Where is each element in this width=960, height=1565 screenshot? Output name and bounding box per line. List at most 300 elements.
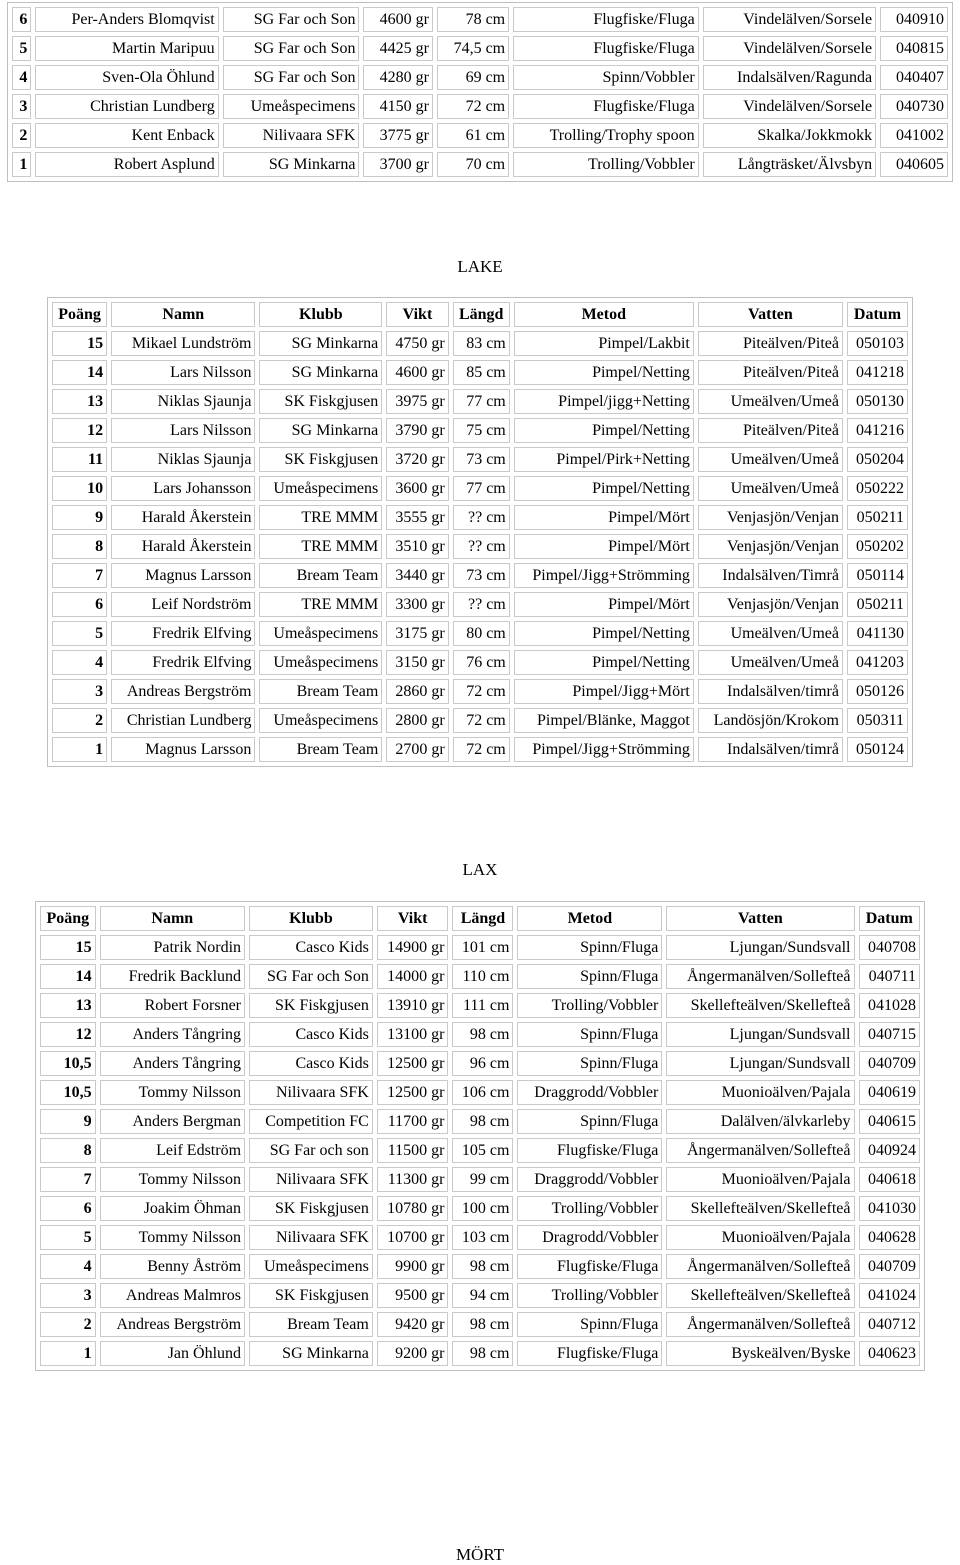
cell-weight: 13100 gr: [377, 1022, 449, 1047]
cell-weight: 2700 gr: [386, 737, 448, 762]
cell-points: 15: [52, 331, 107, 356]
table-row: [40, 964, 920, 989]
cell-date: 050103: [847, 331, 908, 356]
table-row: [52, 650, 908, 675]
cell-length: 73 cm: [453, 447, 510, 472]
cell-points: 3: [12, 94, 31, 119]
cell-method: Spinn/Fluga: [517, 1022, 662, 1047]
cell-name: Jan Öhlund: [100, 1341, 245, 1366]
cell-club: SG Minkarna: [259, 360, 382, 385]
cell-water: Muonioälven/Pajala: [666, 1225, 854, 1250]
cell-weight: 3300 gr: [386, 592, 448, 617]
cell-water: Vindelälven/Sorsele: [703, 7, 876, 32]
cell-points: 9: [52, 505, 107, 530]
cell-weight: 9420 gr: [377, 1312, 449, 1337]
cell-date: 040628: [859, 1225, 921, 1250]
cell-length: 72 cm: [453, 737, 510, 762]
cell-water: Piteälven/Piteå: [698, 360, 843, 385]
cell-date: 040715: [859, 1022, 921, 1047]
cell-method: Spinn/Fluga: [517, 1109, 662, 1134]
cell-water: Piteälven/Piteå: [698, 418, 843, 443]
table-row: [40, 935, 920, 960]
cell-weight: 11500 gr: [377, 1138, 449, 1163]
table-row: [52, 476, 908, 501]
cell-water: Indalsälven/Ragunda: [703, 65, 876, 90]
header-date: Datum: [859, 906, 921, 931]
table-row: [40, 1051, 920, 1076]
cell-length: 73 cm: [453, 563, 510, 588]
cell-length: 96 cm: [452, 1051, 513, 1076]
cell-club: Umeåspecimens: [259, 476, 382, 501]
table-row: [12, 7, 948, 32]
cell-name: Joakim Öhman: [100, 1196, 245, 1221]
cell-method: Flugfiske/Fluga: [517, 1341, 662, 1366]
lake-records-body: [52, 331, 908, 762]
cell-length: 77 cm: [453, 476, 510, 501]
header-method: Metod: [514, 302, 694, 327]
cell-weight: 2800 gr: [386, 708, 448, 733]
cell-date: 041030: [859, 1196, 921, 1221]
cell-length: 98 cm: [452, 1341, 513, 1366]
cell-name: Fredrik Elfving: [111, 621, 255, 646]
lake-header-row: [52, 302, 908, 327]
cell-points: 2: [52, 708, 107, 733]
header-weight: Vikt: [377, 906, 449, 931]
cell-points: 3: [40, 1283, 96, 1308]
cell-name: Harald Åkerstein: [111, 534, 255, 559]
cell-points: 2: [40, 1312, 96, 1337]
cell-name: Robert Asplund: [35, 152, 218, 177]
header-method: Metod: [517, 906, 662, 931]
cell-club: Casco Kids: [249, 935, 373, 960]
cell-date: 050126: [847, 679, 908, 704]
table-row: [40, 1167, 920, 1192]
cell-method: Flugfiske/Fluga: [517, 1254, 662, 1279]
cell-points: 12: [52, 418, 107, 443]
cell-points: 12: [40, 1022, 96, 1047]
cell-points: 4: [40, 1254, 96, 1279]
cell-length: ?? cm: [453, 505, 510, 530]
cell-name: Christian Lundberg: [111, 708, 255, 733]
table-row: [40, 1109, 920, 1134]
cell-club: SK Fiskgjusen: [249, 993, 373, 1018]
header-club: Klubb: [259, 302, 382, 327]
cell-method: Spinn/Fluga: [517, 1051, 662, 1076]
cell-name: Magnus Larsson: [111, 563, 255, 588]
cell-weight: 4750 gr: [386, 331, 448, 356]
cell-water: Umeälven/Umeå: [698, 650, 843, 675]
cell-club: SG Far och Son: [249, 964, 373, 989]
cell-points: 6: [40, 1196, 96, 1221]
cell-weight: 3150 gr: [386, 650, 448, 675]
header-name: Namn: [100, 906, 245, 931]
cell-date: 050202: [847, 534, 908, 559]
cell-date: 041203: [847, 650, 908, 675]
header-length: Längd: [452, 906, 513, 931]
cell-length: 98 cm: [452, 1022, 513, 1047]
cell-name: Kent Enback: [35, 123, 218, 148]
cell-name: Lars Nilsson: [111, 418, 255, 443]
cell-date: 041218: [847, 360, 908, 385]
cell-name: Magnus Larsson: [111, 737, 255, 762]
cell-points: 13: [52, 389, 107, 414]
cell-weight: 14000 gr: [377, 964, 449, 989]
cell-length: 106 cm: [452, 1080, 513, 1105]
cell-points: 6: [12, 7, 31, 32]
cell-name: Lars Nilsson: [111, 360, 255, 385]
cell-name: Leif Nordström: [111, 592, 255, 617]
cell-date: 040711: [859, 964, 921, 989]
cell-club: Umeåspecimens: [259, 650, 382, 675]
table-row: [52, 621, 908, 646]
cell-club: SK Fiskgjusen: [259, 389, 382, 414]
cell-water: Umeälven/Umeå: [698, 621, 843, 646]
cell-date: 040619: [859, 1080, 921, 1105]
table-row: [40, 1283, 920, 1308]
table-row: [52, 737, 908, 762]
table-row: [40, 1225, 920, 1250]
cell-weight: 11700 gr: [377, 1109, 449, 1134]
header-water: Vatten: [698, 302, 843, 327]
cell-date: 050204: [847, 447, 908, 472]
table-row: [52, 447, 908, 472]
cell-length: 75 cm: [453, 418, 510, 443]
table-row: [40, 1312, 920, 1337]
cell-weight: 12500 gr: [377, 1080, 449, 1105]
cell-weight: 4600 gr: [363, 7, 432, 32]
cell-method: Flugfiske/Fluga: [513, 36, 699, 61]
cell-name: Per-Anders Blomqvist: [35, 7, 218, 32]
table-row: [52, 331, 908, 356]
cell-name: Tommy Nilsson: [100, 1080, 245, 1105]
cell-length: 76 cm: [453, 650, 510, 675]
cell-points: 10,5: [40, 1051, 96, 1076]
cell-name: Andreas Bergström: [100, 1312, 245, 1337]
table-row: [12, 123, 948, 148]
cell-length: 70 cm: [437, 152, 509, 177]
cell-method: Pimpel/jigg+Netting: [514, 389, 694, 414]
cell-method: Flugfiske/Fluga: [517, 1138, 662, 1163]
header-date: Datum: [847, 302, 908, 327]
cell-water: Indalsälven/timrå: [698, 679, 843, 704]
cell-water: Venjasjön/Venjan: [698, 592, 843, 617]
cell-length: 98 cm: [452, 1312, 513, 1337]
cell-name: Benny Åström: [100, 1254, 245, 1279]
cell-length: 105 cm: [452, 1138, 513, 1163]
cell-points: 1: [40, 1341, 96, 1366]
cell-date: 040730: [880, 94, 948, 119]
lax-title: LAX: [462, 860, 498, 879]
cell-weight: 3700 gr: [363, 152, 432, 177]
lax-header-row: [40, 906, 920, 931]
cell-club: Competition FC: [249, 1109, 373, 1134]
cell-club: TRE MMM: [259, 592, 382, 617]
cell-club: SK Fiskgjusen: [249, 1283, 373, 1308]
cell-length: 99 cm: [452, 1167, 513, 1192]
cell-points: 10,5: [40, 1080, 96, 1105]
cell-club: Nilivaara SFK: [249, 1080, 373, 1105]
cell-club: Umeåspecimens: [223, 94, 360, 119]
cell-weight: 11300 gr: [377, 1167, 449, 1192]
table-row: [12, 152, 948, 177]
table-row: [12, 94, 948, 119]
cell-weight: 14900 gr: [377, 935, 449, 960]
cell-method: Dragrodd/Vobbler: [517, 1225, 662, 1250]
cell-name: Tommy Nilsson: [100, 1225, 245, 1250]
cell-points: 1: [52, 737, 107, 762]
table-row: [12, 65, 948, 90]
cell-date: 040924: [859, 1138, 921, 1163]
cell-method: Pimpel/Jigg+Mört: [514, 679, 694, 704]
cell-club: Casco Kids: [249, 1051, 373, 1076]
cell-name: Harald Åkerstein: [111, 505, 255, 530]
header-weight: Vikt: [386, 302, 448, 327]
cell-length: 101 cm: [452, 935, 513, 960]
cell-weight: 3790 gr: [386, 418, 448, 443]
cell-water: Ångermanälven/Sollefteå: [666, 1138, 854, 1163]
cell-weight: 3510 gr: [386, 534, 448, 559]
cell-club: SK Fiskgjusen: [259, 447, 382, 472]
cell-water: Umeälven/Umeå: [698, 476, 843, 501]
cell-name: Christian Lundberg: [35, 94, 218, 119]
cell-length: 72 cm: [453, 708, 510, 733]
cell-length: 103 cm: [452, 1225, 513, 1250]
cell-method: Pimpel/Mört: [514, 505, 694, 530]
cell-date: 040815: [880, 36, 948, 61]
cell-name: Fredrik Elfving: [111, 650, 255, 675]
cell-club: Nilivaara SFK: [249, 1225, 373, 1250]
cell-name: Anders Tångring: [100, 1051, 245, 1076]
cell-club: SG Far och Son: [223, 36, 360, 61]
table-row: [12, 36, 948, 61]
cell-length: 83 cm: [453, 331, 510, 356]
cell-date: 040708: [859, 935, 921, 960]
cell-water: Ljungan/Sundsvall: [666, 1051, 854, 1076]
cell-points: 15: [40, 935, 96, 960]
cell-date: 050211: [847, 505, 908, 530]
cell-method: Trolling/Vobbler: [517, 993, 662, 1018]
cell-name: Andreas Bergström: [111, 679, 255, 704]
cell-date: 041028: [859, 993, 921, 1018]
table-row: [52, 679, 908, 704]
cell-weight: 3775 gr: [363, 123, 432, 148]
cell-date: 041130: [847, 621, 908, 646]
cell-club: SG Minkarna: [249, 1341, 373, 1366]
table-row: [52, 360, 908, 385]
cell-method: Pimpel/Jigg+Strömming: [514, 737, 694, 762]
cell-length: 69 cm: [437, 65, 509, 90]
cell-date: 050222: [847, 476, 908, 501]
cell-club: Bream Team: [249, 1312, 373, 1337]
table-row: [40, 1341, 920, 1366]
cell-method: Pimpel/Netting: [514, 360, 694, 385]
cell-method: Pimpel/Mört: [514, 534, 694, 559]
cell-date: 040910: [880, 7, 948, 32]
cell-water: Venjasjön/Venjan: [698, 534, 843, 559]
cell-weight: 13910 gr: [377, 993, 449, 1018]
lake-title: LAKE: [457, 257, 503, 276]
cell-method: Pimpel/Jigg+Strömming: [514, 563, 694, 588]
cell-points: 3: [52, 679, 107, 704]
cell-weight: 9200 gr: [377, 1341, 449, 1366]
cell-water: Vindelälven/Sorsele: [703, 94, 876, 119]
cell-club: SG Far och Son: [223, 7, 360, 32]
cell-length: 77 cm: [453, 389, 510, 414]
cell-method: Pimpel/Netting: [514, 621, 694, 646]
table-row: [52, 708, 908, 733]
cell-length: 98 cm: [452, 1109, 513, 1134]
top-records-table: [7, 2, 953, 182]
cell-club: Umeåspecimens: [259, 708, 382, 733]
cell-name: Martin Maripuu: [35, 36, 218, 61]
cell-points: 13: [40, 993, 96, 1018]
cell-name: Andreas Malmros: [100, 1283, 245, 1308]
cell-water: Muonioälven/Pajala: [666, 1167, 854, 1192]
table-row: [52, 418, 908, 443]
cell-name: Fredrik Backlund: [100, 964, 245, 989]
cell-water: Byskeälven/Byske: [666, 1341, 854, 1366]
cell-name: Anders Bergman: [100, 1109, 245, 1134]
cell-method: Pimpel/Mört: [514, 592, 694, 617]
cell-name: Mikael Lundström: [111, 331, 255, 356]
cell-club: Bream Team: [259, 679, 382, 704]
cell-name: Tommy Nilsson: [100, 1167, 245, 1192]
cell-water: Långträsket/Älvsbyn: [703, 152, 876, 177]
cell-points: 14: [52, 360, 107, 385]
cell-water: Indalsälven/timrå: [698, 737, 843, 762]
cell-date: 041002: [880, 123, 948, 148]
cell-club: Umeåspecimens: [249, 1254, 373, 1279]
table-row: [40, 1196, 920, 1221]
cell-length: 80 cm: [453, 621, 510, 646]
cell-water: Muonioälven/Pajala: [666, 1080, 854, 1105]
cell-points: 6: [52, 592, 107, 617]
cell-weight: 3555 gr: [386, 505, 448, 530]
cell-water: Venjasjön/Venjan: [698, 505, 843, 530]
top-records-body: [12, 7, 948, 177]
cell-method: Pimpel/Netting: [514, 476, 694, 501]
header-points: Poäng: [40, 906, 96, 931]
lax-records-body: [40, 935, 920, 1366]
cell-points: 7: [40, 1167, 96, 1192]
cell-date: 050114: [847, 563, 908, 588]
cell-water: Skalka/Jokkmokk: [703, 123, 876, 148]
cell-club: Bream Team: [259, 737, 382, 762]
table-row: [52, 534, 908, 559]
cell-weight: 4150 gr: [363, 94, 432, 119]
header-club: Klubb: [249, 906, 373, 931]
cell-points: 5: [12, 36, 31, 61]
cell-date: 040712: [859, 1312, 921, 1337]
cell-date: 040615: [859, 1109, 921, 1134]
cell-date: 040407: [880, 65, 948, 90]
cell-date: 050130: [847, 389, 908, 414]
cell-weight: 12500 gr: [377, 1051, 449, 1076]
cell-water: Skellefteälven/Skellefteå: [666, 1283, 854, 1308]
cell-date: 040709: [859, 1051, 921, 1076]
cell-date: 040605: [880, 152, 948, 177]
cell-length: 85 cm: [453, 360, 510, 385]
table-row: [52, 592, 908, 617]
cell-water: Piteälven/Piteå: [698, 331, 843, 356]
cell-points: 10: [52, 476, 107, 501]
cell-club: TRE MMM: [259, 505, 382, 530]
header-length: Längd: [453, 302, 510, 327]
cell-method: Trolling/Trophy spoon: [513, 123, 699, 148]
cell-method: Spinn/Fluga: [517, 935, 662, 960]
cell-date: 040618: [859, 1167, 921, 1192]
cell-club: Casco Kids: [249, 1022, 373, 1047]
table-row: [40, 1254, 920, 1279]
cell-name: Leif Edström: [100, 1138, 245, 1163]
cell-method: Spinn/Fluga: [517, 964, 662, 989]
cell-water: Landösjön/Krokom: [698, 708, 843, 733]
mort-title: MÖRT: [455, 1545, 505, 1564]
cell-water: Ångermanälven/Sollefteå: [666, 1254, 854, 1279]
cell-points: 7: [52, 563, 107, 588]
cell-weight: 3975 gr: [386, 389, 448, 414]
cell-date: 050124: [847, 737, 908, 762]
cell-water: Umeälven/Umeå: [698, 447, 843, 472]
cell-water: Indalsälven/Timrå: [698, 563, 843, 588]
cell-date: 041216: [847, 418, 908, 443]
table-row: [40, 1022, 920, 1047]
cell-points: 2: [12, 123, 31, 148]
table-row: [40, 1080, 920, 1105]
cell-length: 98 cm: [452, 1254, 513, 1279]
cell-points: 1: [12, 152, 31, 177]
cell-points: 9: [40, 1109, 96, 1134]
cell-date: 050311: [847, 708, 908, 733]
cell-water: Ljungan/Sundsvall: [666, 1022, 854, 1047]
cell-method: Pimpel/Blänke, Maggot: [514, 708, 694, 733]
cell-length: ?? cm: [453, 534, 510, 559]
cell-date: 040709: [859, 1254, 921, 1279]
cell-length: ?? cm: [453, 592, 510, 617]
cell-weight: 4280 gr: [363, 65, 432, 90]
table-row: [52, 505, 908, 530]
cell-club: Nilivaara SFK: [249, 1167, 373, 1192]
cell-club: SG Minkarna: [259, 418, 382, 443]
cell-method: Flugfiske/Fluga: [513, 7, 699, 32]
cell-club: Nilivaara SFK: [223, 123, 360, 148]
cell-length: 72 cm: [437, 94, 509, 119]
cell-length: 111 cm: [452, 993, 513, 1018]
cell-weight: 2860 gr: [386, 679, 448, 704]
cell-weight: 3440 gr: [386, 563, 448, 588]
cell-weight: 3175 gr: [386, 621, 448, 646]
cell-weight: 9900 gr: [377, 1254, 449, 1279]
cell-weight: 4425 gr: [363, 36, 432, 61]
cell-weight: 10700 gr: [377, 1225, 449, 1250]
cell-method: Trolling/Vobbler: [517, 1196, 662, 1221]
cell-name: Anders Tångring: [100, 1022, 245, 1047]
table-row: [52, 563, 908, 588]
header-name: Namn: [111, 302, 255, 327]
header-water: Vatten: [666, 906, 854, 931]
cell-points: 4: [12, 65, 31, 90]
cell-length: 78 cm: [437, 7, 509, 32]
table-row: [52, 389, 908, 414]
cell-method: Pimpel/Netting: [514, 418, 694, 443]
cell-method: Pimpel/Pirk+Netting: [514, 447, 694, 472]
cell-points: 5: [52, 621, 107, 646]
cell-method: Trolling/Vobbler: [517, 1283, 662, 1308]
lax-records-table: [35, 901, 925, 1371]
cell-name: Lars Johansson: [111, 476, 255, 501]
cell-water: Skellefteälven/Skellefteå: [666, 993, 854, 1018]
lake-records-table: [47, 297, 913, 767]
